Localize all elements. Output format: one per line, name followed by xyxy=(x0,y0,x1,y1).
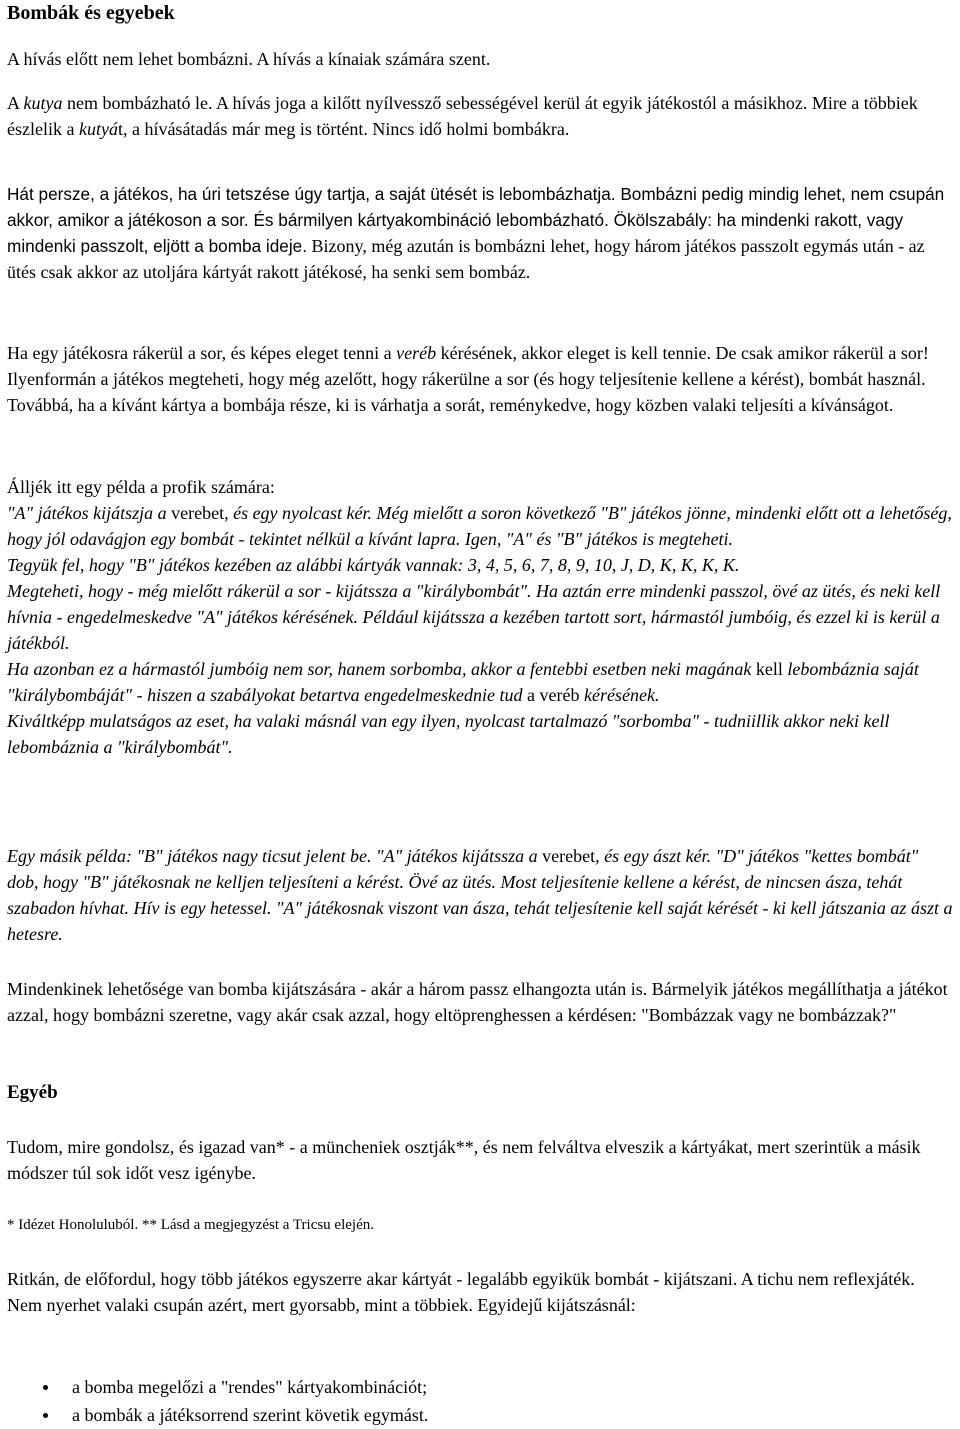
text-run-italic: , és egy ászt kér. "D" játékos "kettes bombát" dob, hogy "B" játékosnak ne kelljen teljesíteni a kérést. Övé az ütés. Most teljesítenie kellene a kérést, de nincsen ásza, tehát szabadon hívhat. Hív is egy hetessel. "A" játékosnak viszont van ásza, tehát teljesítenie kell saját kérését - ki kell játszania az ászt a hetesre. xyxy=(7,846,953,944)
text-run-italic: kutyá xyxy=(78,119,118,139)
example-line-5: Kiváltképp mulatságos az eset, ha valaki másnál van egy ilyen, nyolcast tartalmazó "sorbomba" - tudniillik akkor neki kell lebombáznia a "királybombát". xyxy=(7,711,890,757)
example-intro: Álljék itt egy példa a profik számára: xyxy=(7,477,275,497)
example-line-2: Tegyük fel, hogy "B" játékos kezében az alábbi kártyák vannak: 3, 4, 5, 6, 7, 8, 9, 10, J, D, K, K, K, K. xyxy=(7,555,740,575)
paragraph-anyone-can-bomb: Mindenkinek lehetősége van bomba kijátszására - akár a három passz elhangozta után is. Bármelyik játékos megállíthatja a játékot azzal, hogy bombázni szeretne, vagy akár csak azzal, hogy eltöprenghessen a kérdésen: "Bombázzak vagy ne bombázzak?" xyxy=(7,979,948,1025)
text-run-sans: Hát persze, a játékos, ha úri tetszése úgy tartja, a saját ütését is lebombázhatja. Bombázni pedig mindig lehet, nem csupán akkor, amikor a játékoson a sor. És bármilyen kártyakombináció lebombázható. Ökölszabály: ha mindenki rakott, vagy mindenki passzolt, eljött a bomba ideje. xyxy=(7,184,945,256)
text-run: A tichu nem reflexjáték. Nem nyerhet valaki csupán azért, mert gyorsabb, mint a többiek. Egyidejű kijátszásnál: xyxy=(7,1269,915,1315)
text-run: Bizony, még azután is bombázni lehet, hogy három játékos passzolt egymás után - az ütés csak akkor az utoljára kártyát rakott játékosé, ha senki sem bombáz. xyxy=(7,236,925,282)
section-heading-other: Egyéb xyxy=(7,1082,58,1103)
text-run-italic: Még mielőtt a soron következő "B" játékos jönne, mindenki előtt ott a lehetőség, hogy jól odavágjon egy bombát - tekintet nélkül a kívánt lapra. Igen, "A" és "B" játékos is megteheti. xyxy=(7,503,952,549)
text-run: Ilyenformán a játékos megteheti, hogy még azelőtt, hogy rákerülne a sor (és hogy teljesítenie kellene a kérést), bombát használ. Továbbá, ha a kívánt kártya a bombája része, ki is várhatja a sorát, reménykedve, hogy közben valaki teljesíti a kívánságot. xyxy=(7,369,926,415)
paragraph-munich: Tudom, mire gondolsz, és igazad van* - a müncheniek osztják**, és nem felváltva elveszik a kártyákat, mert szerintük a másik módszer túl sok időt vesz igénybe. xyxy=(7,1137,921,1183)
list-item xyxy=(7,1373,953,1401)
list-item-text: a bomba megelőzi a "rendes" kártyakombinációt; xyxy=(72,1377,428,1397)
text-run: verebet xyxy=(542,846,596,866)
text-run-italic: , és egy nyolcast kér. xyxy=(224,503,373,523)
text-run: t, a hívásátadás már meg is történt. Nincs idő holmi bombákra. xyxy=(117,119,570,139)
rules-list xyxy=(7,1373,953,1429)
paragraph-simultaneous xyxy=(7,1266,953,1318)
text-run: A xyxy=(7,93,24,113)
text-run-italic: Ha azonban ez a hármastól jumbóig nem sor, hanem sorbomba, akkor a fentebbi esetben neki magának xyxy=(7,659,756,679)
text-run-italic: veréb xyxy=(396,343,437,363)
text-run: kell xyxy=(755,659,783,679)
paragraph-bomb-own-trick xyxy=(7,181,953,285)
text-run: a xyxy=(522,685,540,705)
text-run-italic: kérésének. xyxy=(579,685,660,705)
text-run: Ritkán, de előfordul, hogy több játékos egyszerre akar kártyát - legalább egyikük bombát - kijátszani. xyxy=(7,1269,738,1289)
list-item-text: a bombák a játéksorrend szerint követik egymást. xyxy=(72,1405,429,1425)
paragraph-example-2 xyxy=(7,843,953,947)
bullet-icon xyxy=(43,1413,48,1418)
text-run: veréb xyxy=(539,685,580,705)
footnote: * Idézet Honoluluból. ** Lásd a megjegyzést a Tricsu elején. xyxy=(7,1217,374,1233)
paragraph-sparrow-wish xyxy=(7,340,953,418)
paragraph-dog xyxy=(7,90,953,142)
page-title: Bombák és egyebek xyxy=(7,2,175,24)
text-run: Ha egy játékosra rákerül a sor, és képes eleget tenni a xyxy=(7,343,397,363)
text-run: nem bombázható le. A hívás joga a kilőtt nyílvessző sebességével kerül át egyik játékostól a másikhoz. Mire a többiek észlelik a xyxy=(7,93,918,139)
example-line-3: Megteheti, hogy - még mielőtt rákerül a sor - kijátssza a "királybombát". Ha aztán erre mindenki passzol, övé az ütés, és neki kell hívnia - engedelmeskedve "A" játékos kérésének. Például kijátssza a kezében tartott sort, hármastól jumbóig, és ezzel ki is kerül a játékból. xyxy=(7,581,941,653)
text-run-italic: lebombáznia saját "királybombáját" - hiszen a szabályokat betartva engedelmeskednie xyxy=(7,659,919,705)
text-run: kérésének, akkor eleget is kell tennie. De csak amikor rákerül a sor! xyxy=(436,343,929,363)
text-run-italic: Egy másik példa: "B" játékos nagy ticsut jelent be. "A" játékos kijátssza a xyxy=(7,846,543,866)
text-run-italic: "A" játékos kijátszja a xyxy=(7,503,172,523)
text-run-italic: kutya xyxy=(23,93,63,113)
example-line-1 xyxy=(7,500,953,552)
paragraph-call-sacred: A hívás előtt nem lehet bombázni. A hívás a kínaiak számára szent. xyxy=(7,49,491,69)
example-line-4 xyxy=(7,656,953,708)
text-run: verebet xyxy=(171,503,225,523)
text-run-italic: tud xyxy=(499,685,523,705)
bullet-icon xyxy=(43,1385,48,1390)
